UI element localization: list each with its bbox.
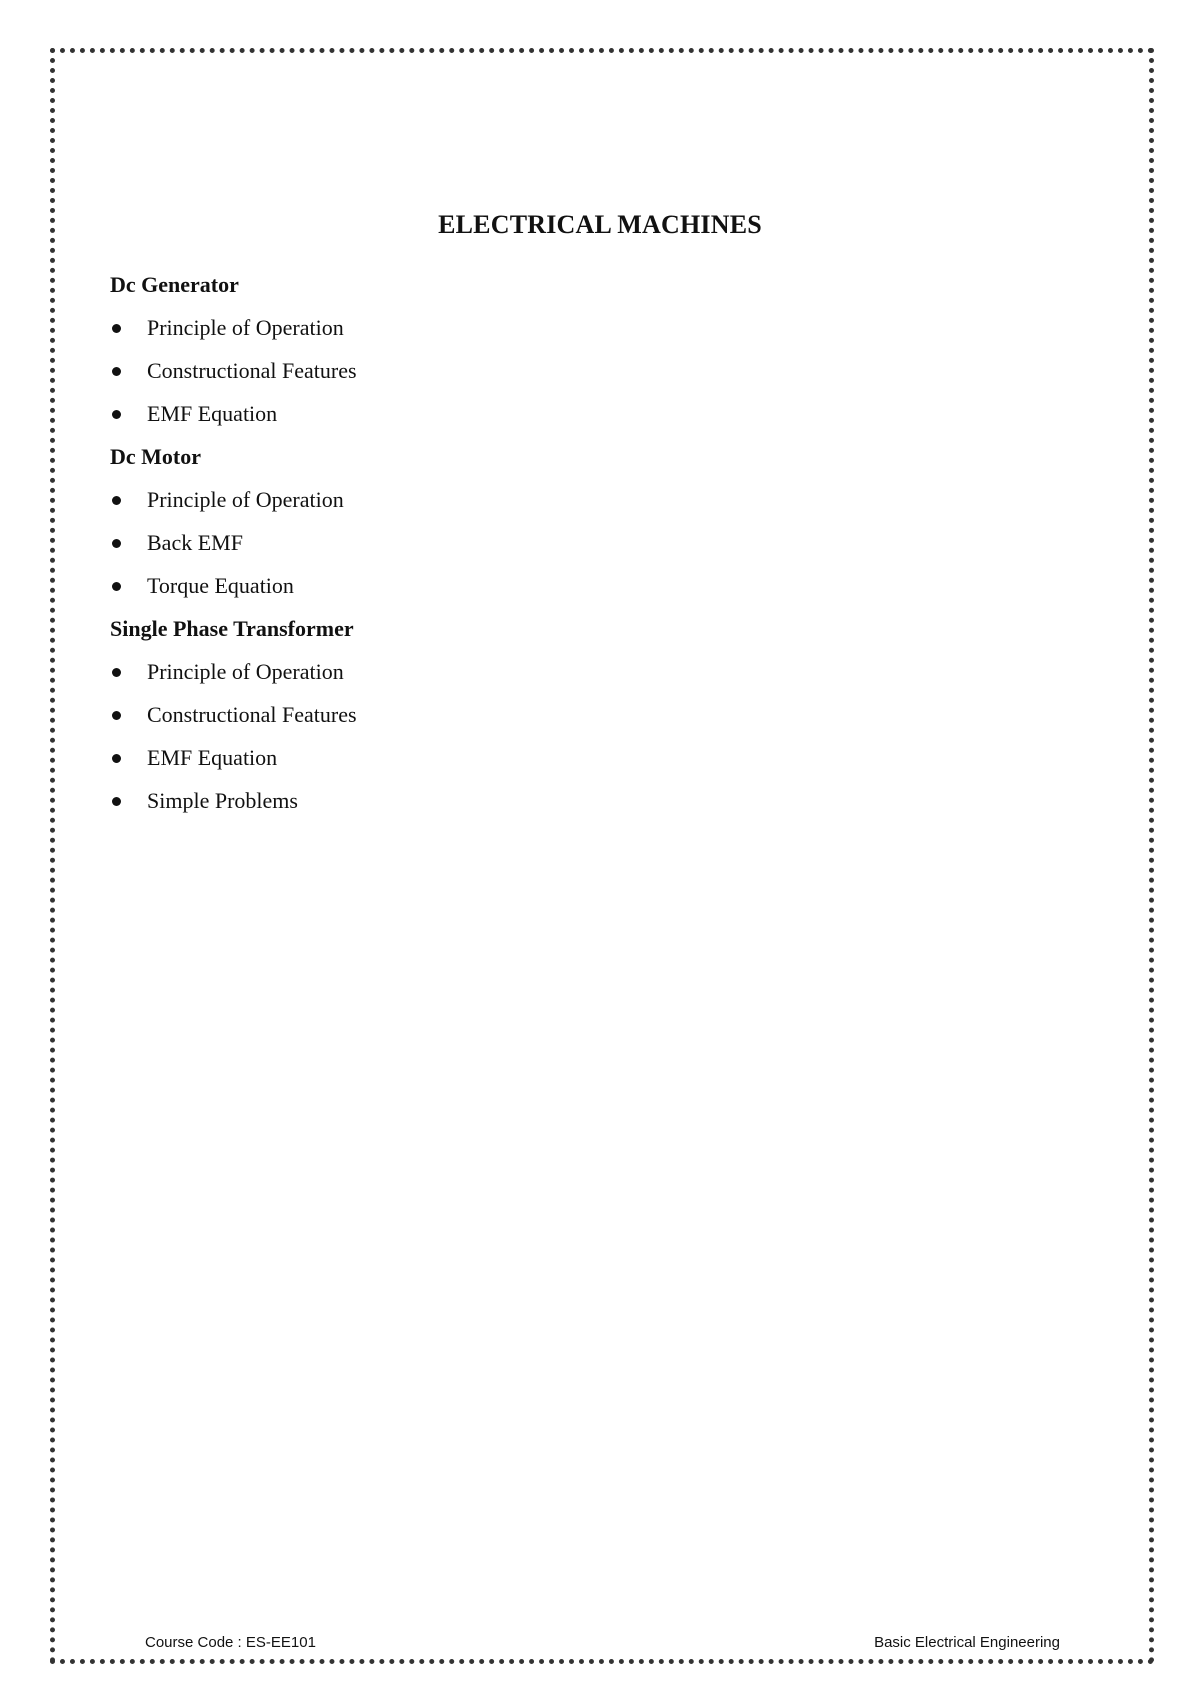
section-dc-motor [110, 442, 1010, 601]
bullet-icon [112, 367, 121, 376]
list-item-text: Constructional Features [147, 702, 357, 727]
list-item [110, 571, 1010, 601]
page-title: ELECTRICAL MACHINES [438, 210, 762, 239]
bullet-list [110, 313, 1010, 429]
bullet-icon [112, 410, 121, 419]
list-item [110, 786, 1010, 816]
bullet-list [110, 485, 1010, 601]
bullet-icon [112, 582, 121, 591]
section-dc-generator [110, 270, 1010, 429]
bullet-icon [112, 496, 121, 505]
list-item-text: Constructional Features [147, 358, 357, 383]
list-item [110, 700, 1010, 730]
list-item [110, 485, 1010, 515]
list-item-text: Principle of Operation [147, 487, 344, 512]
list-item-text: Torque Equation [147, 573, 294, 598]
footer-course-code: Course Code : ES-EE101 [145, 1634, 316, 1651]
section-single-phase-transformer [110, 614, 1010, 816]
list-item [110, 657, 1010, 687]
list-item [110, 399, 1010, 429]
list-item-text: Back EMF [147, 530, 243, 555]
bullet-icon [112, 539, 121, 548]
bullet-icon [112, 711, 121, 720]
list-item-text: EMF Equation [147, 745, 278, 770]
list-item [110, 743, 1010, 773]
list-item-text: EMF Equation [147, 401, 278, 426]
bullet-icon [112, 754, 121, 763]
content [110, 270, 1010, 829]
section-heading: Dc Generator [110, 272, 239, 297]
bullet-icon [112, 668, 121, 677]
list-item [110, 528, 1010, 558]
section-heading: Dc Motor [110, 444, 202, 469]
list-item [110, 356, 1010, 386]
section-heading: Single Phase Transformer [110, 616, 354, 641]
list-item [110, 313, 1010, 343]
list-item-text: Principle of Operation [147, 315, 344, 340]
bullet-list [110, 657, 1010, 816]
list-item-text: Simple Problems [147, 788, 298, 813]
bullet-icon [112, 324, 121, 333]
bullet-icon [112, 797, 121, 806]
footer-course-name: Basic Electrical Engineering [874, 1634, 1060, 1651]
list-item-text: Principle of Operation [147, 659, 344, 684]
